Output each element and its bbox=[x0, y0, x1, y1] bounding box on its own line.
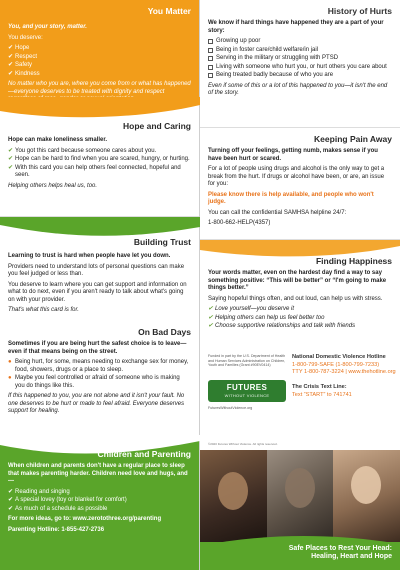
checkbox-icon bbox=[208, 65, 213, 70]
organization-url: FuturesWithoutViolence.org bbox=[208, 406, 253, 410]
keeping-pain-away-card bbox=[200, 128, 400, 240]
list-item: Growing up poor bbox=[208, 38, 392, 46]
happiness-lead: Your words matter, even on the hardest day find a way to say something positive: “This will be better” or “I'm going to make things better.” bbox=[208, 270, 387, 291]
history-of-hurts-card bbox=[200, 0, 400, 128]
photo-caption-card bbox=[200, 450, 400, 570]
hotline-block bbox=[292, 354, 396, 399]
checkbox-icon bbox=[208, 39, 213, 44]
checkmark-icon: ✔ bbox=[8, 70, 14, 77]
checkmark-icon: ✔ bbox=[8, 497, 14, 503]
pain-helpline: 1-800-662-HELP(4357) bbox=[208, 220, 271, 226]
checkmark-icon: ✔ bbox=[8, 156, 14, 162]
list-item: ✔ Respect bbox=[8, 53, 38, 60]
logo-main-text: FUTURES bbox=[226, 383, 268, 392]
history-list bbox=[208, 38, 392, 80]
checkmark-icon: ✔ bbox=[208, 306, 214, 312]
list-item: ✔ A special lovey (toy or blanket for comfort) bbox=[8, 497, 127, 503]
finding-happiness-title: Finding Happiness bbox=[315, 256, 392, 266]
checkmark-icon: ✔ bbox=[8, 147, 14, 154]
building-trust-content bbox=[8, 253, 191, 318]
trust-p1: Providers need to understand lots of personal questions can make you feel judged or less than. bbox=[8, 263, 185, 277]
bad-days-lead: Sometimes if you are being hurt the safest choice is to leave—even if that means being on the street. bbox=[8, 341, 187, 355]
pain-content bbox=[208, 148, 392, 231]
history-intro: We know if hard things have happened they are a part of your story: bbox=[208, 20, 384, 34]
funding-statement: Funded in part by the U.S. Department of Health and Human Services Administration on Children, Youth and Families (Grant #90EV0414) bbox=[208, 354, 286, 368]
list-item: ✔ Hope bbox=[8, 45, 30, 51]
happiness-body: Saying hopeful things often, and out loud, can help us with stress. bbox=[208, 295, 383, 302]
list-item: ✔ As much of a schedule as possible bbox=[8, 505, 108, 512]
history-content bbox=[208, 20, 392, 101]
hotline-tty: TTY 1-800-787-3224 | www.thehotline.org bbox=[292, 368, 396, 375]
happiness-content bbox=[208, 270, 392, 334]
hope-lead: Hope can make loneliness smaller. bbox=[8, 137, 108, 143]
rights-text: ©2020 Futures Without Violence. All rights reserved. bbox=[208, 442, 278, 446]
finding-happiness-card bbox=[200, 240, 400, 346]
hotline-phone: 1-800-799-SAFE (1-800-799-7233) bbox=[292, 361, 380, 368]
history-title: History of Hurts bbox=[327, 6, 392, 16]
children-parenting-title: Children and Parenting bbox=[97, 449, 191, 459]
caption-line-1: Safe Places to Rest Your Head: bbox=[288, 544, 392, 552]
futures-logo bbox=[208, 380, 286, 402]
bullet-icon: ● bbox=[8, 359, 12, 365]
checkmark-icon: ✔ bbox=[8, 488, 14, 495]
children-parenting-card bbox=[0, 435, 199, 570]
checkmark-icon: ✔ bbox=[8, 62, 14, 68]
building-trust-title: Building Trust bbox=[133, 237, 191, 247]
children-content bbox=[8, 463, 191, 537]
list-item: ✔ Choose supportive relationships and talk with friends bbox=[208, 323, 356, 329]
crisis-text: Text “START” to 741741 bbox=[292, 391, 352, 398]
list-item: ✔ Helping others can help us feel better too bbox=[208, 314, 325, 321]
children-list bbox=[8, 489, 191, 514]
you-matter-card bbox=[0, 0, 199, 97]
checkmark-icon: ✔ bbox=[8, 164, 14, 171]
bad-days-content bbox=[8, 341, 191, 419]
trust-closing: That's what this card is for. bbox=[8, 307, 79, 313]
logo-sub-text: WITHOUT VIOLENCE bbox=[224, 393, 270, 398]
you-matter-title: You Matter bbox=[147, 6, 191, 16]
hope-list bbox=[8, 148, 191, 180]
list-item: ✔ Kindness bbox=[8, 70, 40, 77]
list-item: ✔ You got this card because someone cares about you. bbox=[8, 147, 157, 154]
photo-caption bbox=[289, 545, 392, 563]
trust-p2: You deserve to learn where you can get support and information on what to do next, even if you aren't ready to talk about what's going on with your provider. bbox=[8, 281, 187, 303]
checkbox-icon bbox=[208, 48, 213, 53]
children-lead: When children and parents don't have a regular place to sleep that makes parenting harder. Children need love and hugs, and— bbox=[8, 463, 188, 484]
hope-caring-content bbox=[8, 137, 191, 193]
checkbox-icon bbox=[208, 56, 213, 61]
list-item: ✔ Hope can be hard to find when you are scared, hungry, or hurting. bbox=[8, 156, 190, 162]
list-item: Being in foster care/child welfare/in jail bbox=[208, 47, 392, 55]
children-more-info: For more ideas, go to: www.zerotothree.org/parenting bbox=[8, 516, 162, 522]
pain-highlight: Please know there is help available, and people who won't judge. bbox=[208, 191, 374, 205]
checkbox-icon bbox=[208, 73, 213, 78]
right-column bbox=[200, 0, 400, 570]
hope-caring-card bbox=[0, 97, 199, 217]
bad-days-card bbox=[0, 323, 199, 435]
checkmark-icon: ✔ bbox=[8, 53, 14, 60]
bad-days-closing: If this happened to you, you are not alone and it isn't your fault. No one deserves to be hurt or made to feel afraid. Everyone deserves support for healing. bbox=[8, 393, 185, 414]
you-matter-closing: No matter who you are, where you come from or what has happened—everyone deserves to be treated with dignity and respect bbox=[8, 81, 191, 95]
bad-days-title: On Bad Days bbox=[138, 327, 191, 337]
bad-days-list bbox=[8, 359, 191, 390]
keeping-pain-title: Keeping Pain Away bbox=[314, 134, 392, 144]
list-item: ● Maybe you feel controlled or afraid of someone who is making you do things like this. bbox=[8, 375, 180, 389]
checkmark-icon: ✔ bbox=[208, 314, 214, 321]
children-parenting-hotline: Parenting Hotline: 1-855-427-2736 bbox=[8, 526, 105, 533]
crisis-title: The Crisis Text Line: bbox=[292, 383, 347, 390]
list-item: ● Being hurt, for some, means needing to exchange sex for money, food, showers, drugs or a place to sleep. bbox=[8, 359, 189, 373]
hotline-title: National Domestic Violence Hotline bbox=[292, 354, 386, 360]
building-trust-card bbox=[0, 217, 199, 323]
checkmark-icon: ✔ bbox=[8, 45, 14, 51]
trust-lead: Learning to trust is hard when people have let you down. bbox=[8, 253, 171, 259]
you-matter-lead: You, and your story, matter. bbox=[8, 24, 87, 30]
list-item: ✔ Reading and singing bbox=[8, 488, 70, 495]
deserve-list bbox=[8, 45, 191, 78]
happiness-list bbox=[208, 306, 392, 331]
list-item: Living with someone who hurt you, or hurt others you care about bbox=[208, 64, 392, 72]
list-item: Being treated badly because of who you are bbox=[208, 72, 392, 80]
caption-line-2: Healing, Heart and Hope bbox=[311, 553, 392, 561]
list-item: ✔ With this card you can help others feel connected, hopeful and seen. bbox=[8, 164, 181, 178]
checkmark-icon: ✔ bbox=[208, 323, 214, 329]
pain-lead: Turning off your feelings, getting numb, makes sense if you have been hurt or scared. bbox=[208, 148, 378, 162]
hope-caring-title: Hope and Caring bbox=[122, 121, 191, 131]
history-closing: Even if some of this or a lot of this happened to you—it isn't the end of the story. bbox=[208, 82, 388, 96]
hope-closing: Helping others helps heal us, too. bbox=[8, 182, 98, 189]
you-matter-deserve-label: You deserve: bbox=[8, 34, 43, 41]
pain-helpline-label: You can call the confidential SAMHSA helpline 24/7: bbox=[208, 209, 347, 216]
organization-card bbox=[200, 346, 400, 450]
bullet-icon: ● bbox=[8, 375, 12, 381]
checkmark-icon: ✔ bbox=[8, 505, 14, 512]
list-item: ✔ Love yourself—you deserve it bbox=[208, 306, 295, 312]
list-item: Serving in the military or struggling with PTSD bbox=[208, 55, 392, 63]
you-matter-content bbox=[8, 24, 191, 107]
pain-body: For a lot of people using drugs and alcohol is the only way to get a break from the hurt. If drugs or alcohol have been, or are, an issue for you: bbox=[208, 166, 385, 187]
list-item: ✔ Safety bbox=[8, 62, 33, 68]
